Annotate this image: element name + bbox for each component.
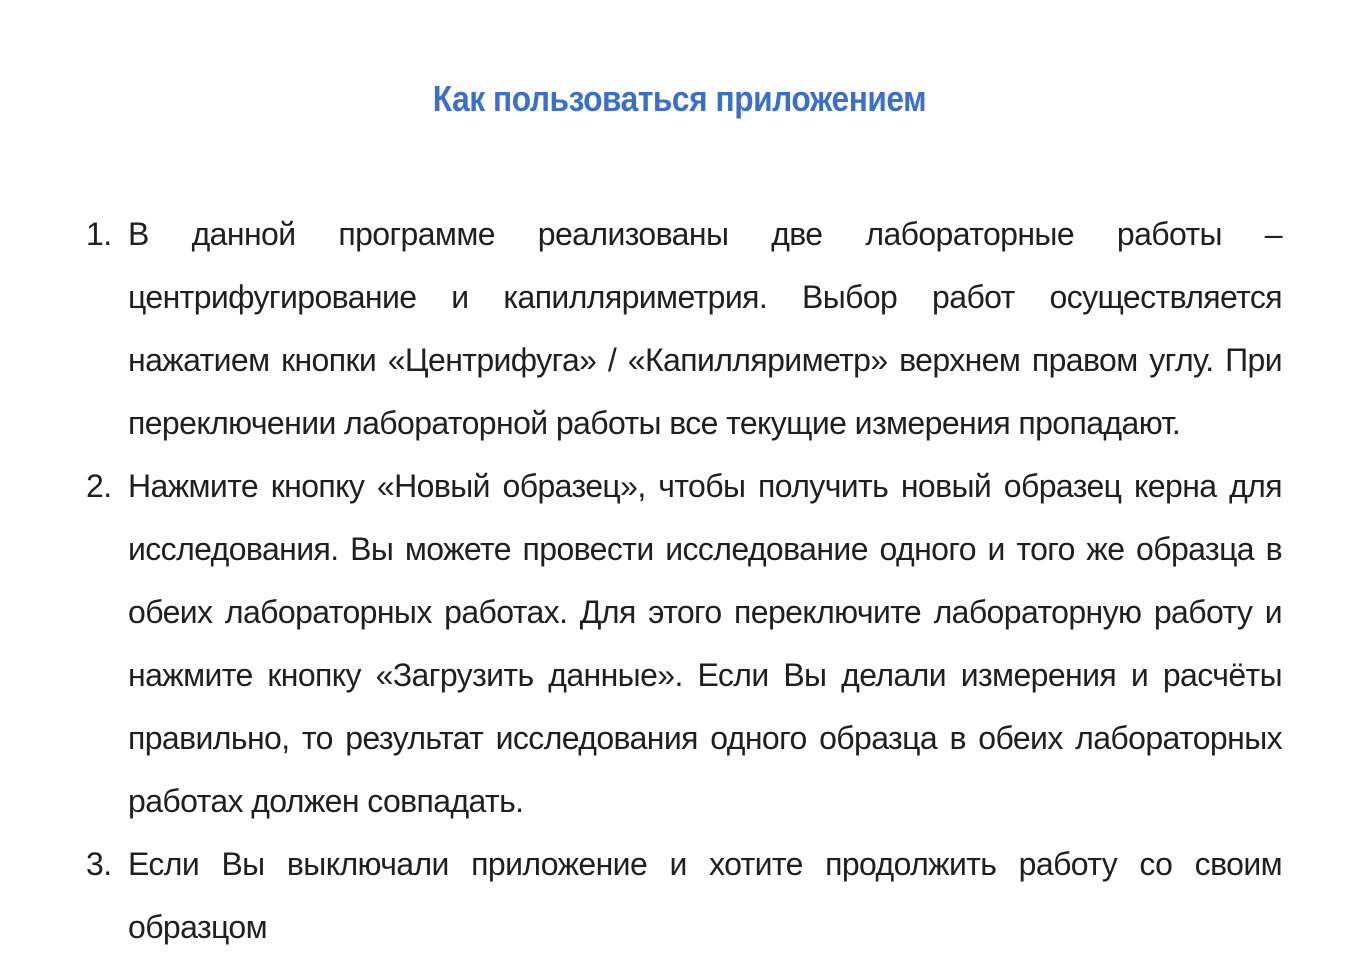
list-item-text: В данной программе реализованы две лабораторные работы – центрифугирование и капилляриметрия. Выбор работ осуществляется нажатием кнопки «Центрифуга» / «Капилляриметр» верхнем правом углу. При переключении лабораторной работы все текущие измерения пропадают.: [128, 216, 1282, 441]
list-item: [0, 203, 1359, 455]
list-item-text: Если Вы выключали приложение и хотите продолжить работу со своим образцом: [128, 846, 1282, 945]
list-item-number: 2.: [86, 468, 112, 504]
list-item: [0, 455, 1359, 833]
page-title: Как пользоваться приложением: [432, 78, 927, 119]
list-item-text: Нажмите кнопку «Новый образец», чтобы получить новый образец керна для исследования. Вы можете провести исследование одного и того же образца в обеих лабораторных работах. Для этого переключите лабораторную работу и нажмите кнопку «Загрузить данные». Если Вы делали измерения и расчёты правильно, то результат исследования одного образца в обеих лабораторных работах должен совпадать.: [128, 468, 1282, 819]
list-item: [0, 833, 1359, 959]
instructions-list: [0, 203, 1359, 959]
list-item-number: 1.: [86, 216, 112, 252]
list-item-number: 3.: [86, 846, 112, 882]
